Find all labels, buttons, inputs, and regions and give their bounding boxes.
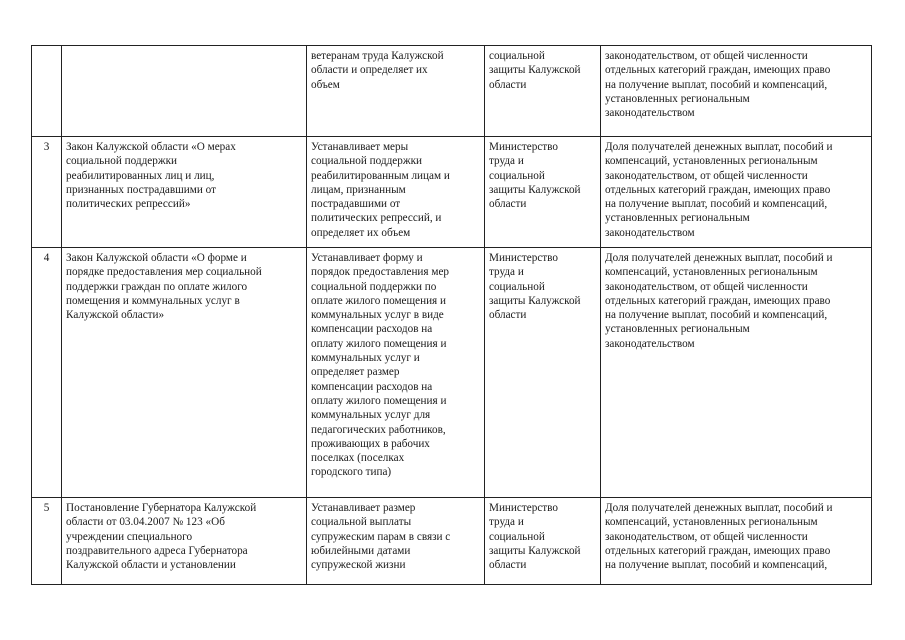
table-row <box>32 248 872 498</box>
row-number: 3 <box>32 137 62 248</box>
act-name-cell: Закон Калужской области «О форме и порядке предоставления мер социальной поддержки граждан по оплате жилого помещения и коммунальных услуг в Калужской области» <box>62 248 307 498</box>
executor-cell: Министерство труда и социальной защиты Калужской области <box>485 137 601 248</box>
act-name-cell: Постановление Губернатора Калужской области от 03.04.2007 № 123 «Об учреждении специального поздравительного адреса Губернатора Калужской области и установлении <box>62 498 307 585</box>
row-number: 5 <box>32 498 62 585</box>
indicator-cell: Доля получателей денежных выплат, пособий и компенсаций, установленных региональным законодательством, от общей численности отдельных категорий граждан, имеющих право на получение выплат, пособий и компенсаций, установленных региональным законодательством <box>601 137 872 248</box>
act-description-cell: Устанавливает форму и порядок предоставления мер социальной поддержки по оплате жилого помещения и коммунальных услуг в виде компенсации расходов на оплату жилого помещения и коммунальных услуг и определяет размер компенсации расходов на оплату жилого помещения и коммунальных услуг для педагогических работников, проживающих в рабочих поселках (поселках городского типа) <box>307 248 485 498</box>
act-name-cell <box>62 46 307 137</box>
row-number: 4 <box>32 248 62 498</box>
act-name-cell: Закон Калужской области «О мерах социальной поддержки реабилитированных лиц и лиц, признанных пострадавшими от политических репрессий» <box>62 137 307 248</box>
executor-cell: социальной защиты Калужской области <box>485 46 601 137</box>
indicator-cell: Доля получателей денежных выплат, пособий и компенсаций, установленных региональным законодательством, от общей численности отдельных категорий граждан, имеющих право на получение выплат, пособий и компенсаций, <box>601 498 872 585</box>
document-table <box>31 45 872 585</box>
indicator-cell: законодательством, от общей численности отдельных категорий граждан, имеющих право на получение выплат, пособий и компенсаций, установленных региональным законодательством <box>601 46 872 137</box>
executor-cell: Министерство труда и социальной защиты Калужской области <box>485 498 601 585</box>
act-description-cell: Устанавливает размер социальной выплаты супружеским парам в связи с юбилейными датами супружеской жизни <box>307 498 485 585</box>
act-description-cell: ветеранам труда Калужской области и определяет их объем <box>307 46 485 137</box>
row-number <box>32 46 62 137</box>
table-row <box>32 498 872 585</box>
table-row <box>32 137 872 248</box>
indicator-cell: Доля получателей денежных выплат, пособий и компенсаций, установленных региональным законодательством, от общей численности отдельных категорий граждан, имеющих право на получение выплат, пособий и компенсаций, установленных региональным законодательством <box>601 248 872 498</box>
act-description-cell: Устанавливает меры социальной поддержки реабилитированным лицам и лицам, признанным пострадавшими от политических репрессий, и определяет их объем <box>307 137 485 248</box>
executor-cell: Министерство труда и социальной защиты Калужской области <box>485 248 601 498</box>
table-row <box>32 46 872 137</box>
